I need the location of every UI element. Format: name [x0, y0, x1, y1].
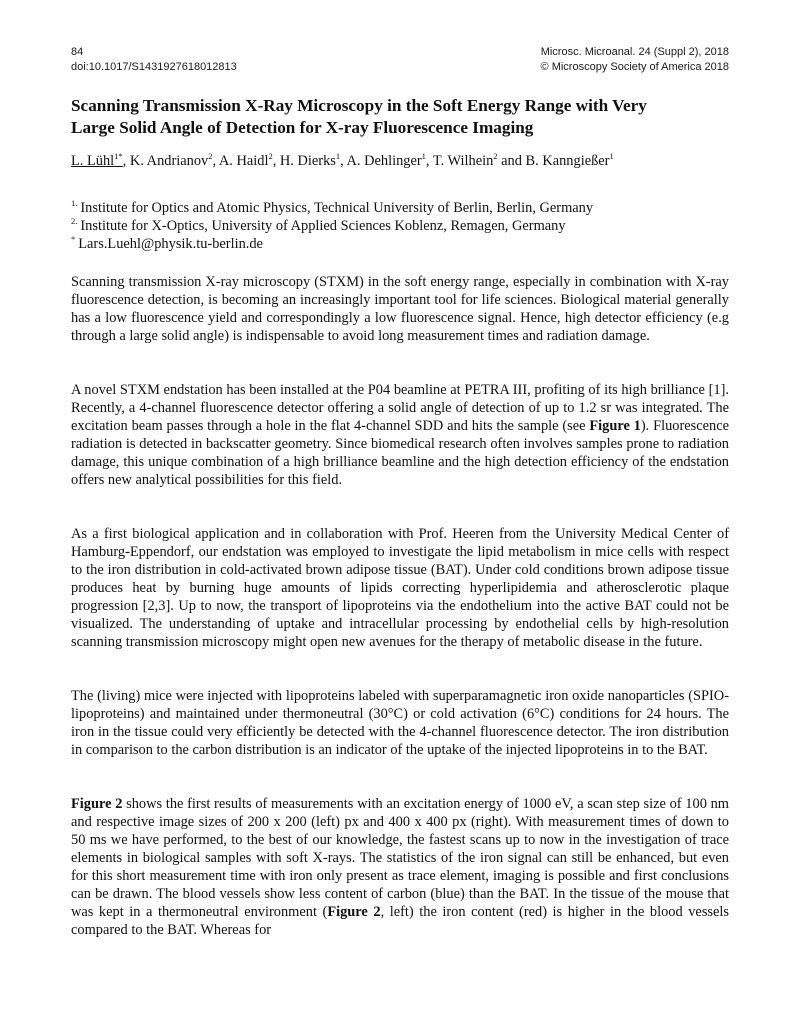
- author: [433, 153, 498, 169]
- affiliation-mark: 2.: [71, 216, 78, 226]
- paragraph-text: Scanning transmission X-ray microscopy (STXM) in the soft energy range, especially in combination with X-ray fluorescence detection, is becoming an increasingly important tool for life sciences. Biological material generally has a low fluorescence yield and correspondingly a low fluorescence signal. Hence, high detector efficiency (e.g through a large solid angle) is indispensable to avoid long measurement times and radiation damage.: [71, 274, 729, 344]
- paragraph-biological-application: [71, 525, 729, 651]
- author: [347, 153, 426, 169]
- author-name: A. Haidl: [218, 153, 269, 169]
- figure-reference[interactable]: Figure 1: [589, 418, 641, 434]
- paragraph-figure2-results: [71, 795, 729, 939]
- affiliation-list: [71, 199, 729, 253]
- paragraph-text: shows the first results of measurements with an excitation energy of 1000 eV, a scan step size of 100 nm and respective image sizes of 200 x 200 (left) px and 400 x 400 px (right). With measurement times of down to 50 ms we have performed, to the best of our knowledge, the fastest scans up to now in the investigation of trace elements in biological samples with soft X-rays. The statistics of the iron signal can still be enhanced, but even for this short measurement time with iron only present as trace element, imaging is possible and first conclusions can be drawn. The blood vessels show less content of carbon (blue) than the BAT. In the tissue of the mouse that was kept in a thermoneutral environment (: [71, 796, 730, 920]
- affiliation: [71, 199, 729, 217]
- paper-title: [71, 95, 729, 139]
- paragraph-text: As a first biological application and in collaboration with Prof. Heeren from the University Medical Center of Hamburg-Eppendorf, our endstation was employed to investigate the lipid metabolism in mice cells with respect to the iron distribution in cold-activated brown adipose tissue (BAT). Under cold conditions brown adipose tissue produces heat by burning huge amounts of lipids correcting hyperlipidemia and atherosclerotic plaque progression [2,3]. Up to now, the transport of lipoproteins via the endothelium into the active BAT could not be visualized. The understanding of uptake and intracellular processing by endothelial cells by high-resolution scanning transmission microscopy might open new avenues for the therapy of metabolic disease in the future.: [71, 526, 729, 650]
- paragraph-text: ). Fluorescence radiation is detected in backscatter geometry. Since biomedical research often involves samples prone to radiation damage, this unique combination of a high brilliance beamline and the high detection efficiency of the endstation offers new analytical possibilities for this field.: [71, 418, 730, 488]
- author: [526, 153, 614, 169]
- author-list: L. Lühl$^{1*}$, K. Andrianov$^2$, A. Haidl$^2$, H. Dierks$^1$, A. Dehlinger$^1$, T. Wilhein$^2$ and B. Kanngießer$^1$: [71, 151, 614, 169]
- author-name: L. Lühl: [71, 153, 115, 169]
- paragraph-text: The (living) mice were injected with lipoproteins labeled with superparamagnetic iron oxide nanoparticles (SPIO-lipoproteins) and maintained under thermoneutral (30°C) or cold activation (6°C) conditions for 24 hours. The iron in the tissue could very efficiently be detected with the 4-channel fluorescence detector. The iron distribution in comparison to the carbon distribution is an indicator of the uptake of the injected lipoproteins in to the BAT.: [71, 688, 729, 758]
- journal-citation: Microsc. Microanal. 24 (Suppl 2), 2018: [540, 46, 729, 58]
- author: [71, 153, 126, 169]
- author-affiliation-mark: 1: [609, 151, 614, 161]
- author-affiliation-mark: 2: [493, 151, 498, 161]
- author: [280, 153, 340, 169]
- author: [130, 153, 213, 169]
- paragraph-mice-experiment: [71, 687, 729, 759]
- author-name: T. Wilhein: [432, 153, 494, 169]
- page-number: 84: [71, 46, 84, 58]
- author-name: A. Dehlinger: [346, 153, 422, 169]
- author-affiliation-mark: 2: [208, 151, 213, 161]
- author-affiliation-mark: 1: [335, 151, 341, 161]
- copyright-notice: © Microscopy Society of America 2018: [540, 61, 729, 73]
- author-name: H. Dierks: [279, 153, 336, 169]
- doi[interactable]: doi:10.1017/S1431927618012813: [71, 61, 237, 73]
- author-name: K. Andrianov: [129, 153, 209, 169]
- paragraph-intro: [71, 273, 729, 345]
- author-affiliation-mark: 1*: [114, 151, 123, 161]
- author: [219, 153, 273, 169]
- running-head-right: [541, 45, 729, 75]
- corresponding-email[interactable]: [71, 235, 729, 253]
- affiliation-text: Lars.Luehl@physik.tu-berlin.de: [78, 236, 263, 252]
- affiliation-mark: 1.: [71, 198, 78, 208]
- paragraph-endstation: [71, 381, 729, 489]
- author-affiliation-mark: 2: [268, 151, 273, 161]
- title-line-1: Scanning Transmission X-Ray Microscopy in the Soft Energy Range with Very: [71, 96, 647, 115]
- running-head-left: [71, 45, 237, 75]
- paragraph-text: A novel STXM endstation has been installed at the P04 beamline at PETRA III, profiting of its high brilliance [1]. Recently, a 4-channel fluorescence detector offering a solid angle of detection of up to 1.2 sr was integrated. The excitation beam passes through a hole in the flat 4-channel SDD and hits the sample (see: [71, 382, 729, 434]
- author-separator: ,: [122, 153, 127, 169]
- figure-reference[interactable]: Figure 2: [327, 904, 381, 920]
- paragraph-text: , left) the iron content (red) is higher in the blood vessels compared to the BAT. Whereas for: [71, 904, 730, 938]
- author-name: B. Kanngießer: [525, 153, 610, 169]
- affiliation-mark: *: [71, 234, 76, 244]
- figure-reference[interactable]: Figure 2: [71, 796, 123, 812]
- affiliation: [71, 217, 729, 235]
- affiliation-text: Institute for X-Optics, University of Applied Sciences Koblenz, Remagen, Germany: [80, 218, 566, 234]
- author-affiliation-mark: 1: [421, 151, 426, 161]
- title-line-2: Large Solid Angle of Detection for X-ray Fluorescence Imaging: [71, 118, 534, 137]
- affiliation-text: Institute for Optics and Atomic Physics, Technical University of Berlin, Berlin, Germany: [80, 200, 594, 216]
